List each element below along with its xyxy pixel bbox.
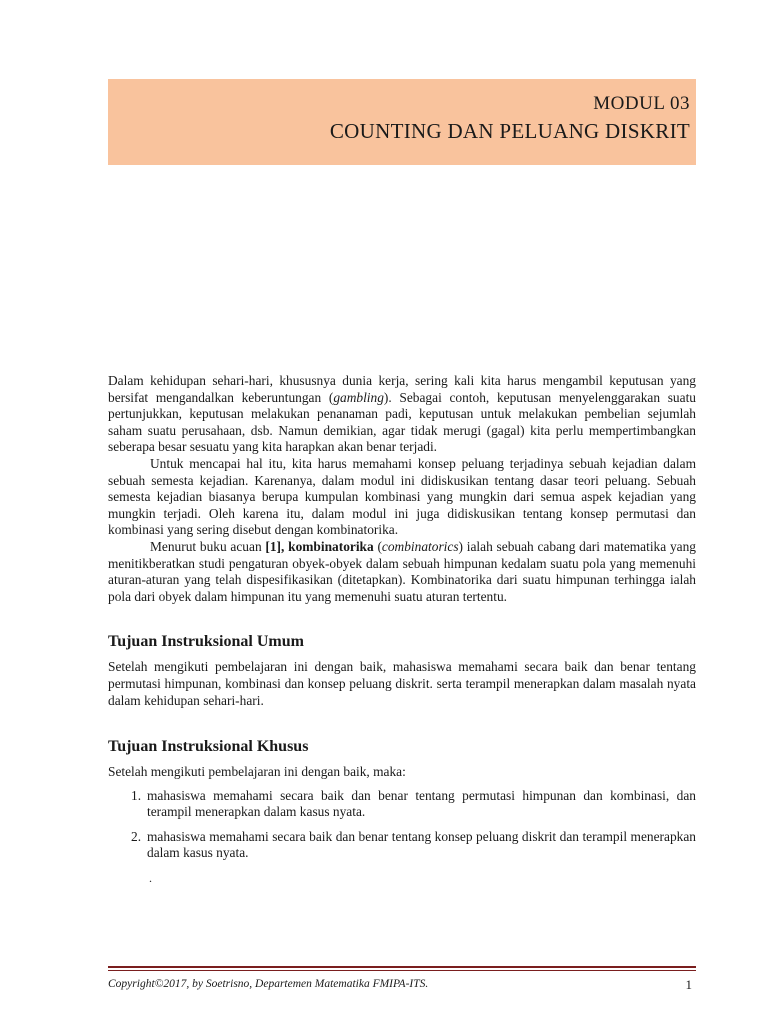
intro-paragraph-3 (108, 539, 696, 605)
list-item-text: mahasiswa memahami secara baik dan benar tentang permutasi himpunan dan kombinasi, dan terampil menerapkan dalam kasus nyata. (147, 787, 696, 820)
intro-p3-paren: ( (373, 538, 382, 554)
list-item-text: mahasiswa memahami secara baik dan benar tentang konsep peluang diskrit dan terampil menerapkan dalam kasus nyata. (147, 828, 696, 861)
list-item-number: 1. (131, 787, 142, 803)
intro-paragraph-2: Untuk mencapai hal itu, kita harus memahami konsep peluang terjadinya sebuah kejadian dalam sebuah semesta kejadian. Karenanya, dalam modul ini didiskusikan tentang dasar teori peluang. Sebuah semesta kejadian biasanya berupa kumpulan kombinasi yang mungkin dari semua aspek kejadian yang mungkin terjadi. Oleh karena itu, dalam modul ini juga didiskusikan tentang konsep permutasi dan kombinasi yang sering disebut dengan kombinatorika. (108, 455, 696, 538)
page-number: 1 (685, 977, 692, 992)
intro-p3-italic-term: combinatorics (381, 538, 459, 554)
intro-p1-text-a: Dalam kehidupan sehari-hari, khususnya dunia kerja, sering kali kita harus mengambil keputusan yang bersifat mengandalkan keberuntungan ( (108, 373, 696, 405)
tujuan-umum-paragraph: Setelah mengikuti pembelajaran ini dengan baik, mahasiswa memahami secara baik dan benar tentang permutasi himpunan, kombinasi dan konsep peluang diskrit. serta terampil menerapkan dalam masalah nyata dalam kehidupan sehari-hari. (108, 659, 696, 708)
intro-p3-bold-term: [1], kombinatorika (265, 538, 374, 554)
intro-paragraph-1 (108, 373, 696, 456)
intro-p1-italic-term: gambling (333, 389, 384, 405)
list-item (108, 788, 696, 821)
module-title: COUNTING DAN PELUANG DISKRIT (329, 119, 690, 143)
section-heading-tujuan-khusus: Tujuan Instruksional Khusus (108, 738, 309, 756)
tujuan-khusus-intro: Setelah mengikuti pembelajaran ini dengan baik, maka: (108, 764, 406, 780)
footer-rule-thin (108, 970, 696, 971)
module-header-banner (108, 79, 696, 165)
list-item-number: 2. (131, 828, 142, 844)
objective-list (108, 788, 696, 862)
list-item (108, 829, 696, 862)
intro-p1-text-b: ). Sebagai contoh, keputusan menyelenggarakan suatu pertunjukkan, keputusan melakukan penanaman padi, keputusan untuk melakukan pembelian sejumlah saham suatu perusahaan, dsb. Namun demikian, agar tidak merugi (gagal) kita perlu mempertimbangkan seberapa besar sesuatu yang kita harapkan akan benar terjadi. (108, 389, 696, 455)
footer-rule-thick (108, 966, 696, 968)
module-number-label: MODUL 03 (593, 93, 690, 114)
intro-p3-text-a: Menurut buku acuan (150, 538, 266, 554)
trailing-mark: . (149, 871, 152, 886)
intro-p3-text-b: ) ialah sebuah cabang dari matematika yang menitikberatkan studi pengaturan obyek-obyek dalam sebuah himpunan kedalam suatu pola yang memenuhi aturan-aturan yang telah dispesifikasikan (ditetapkan). Kombinatorika dari suatu himpunan terhingga ialah pola dari obyek dalam himpunan itu yang memenuhi suatu aturan tertentu. (108, 538, 696, 604)
document-body (108, 373, 696, 886)
footer-copyright: Copyright©2017, by Soetrisno, Departemen Matematika FMIPA-ITS. (108, 978, 429, 990)
section-heading-tujuan-umum: Tujuan Instruksional Umum (108, 633, 304, 651)
